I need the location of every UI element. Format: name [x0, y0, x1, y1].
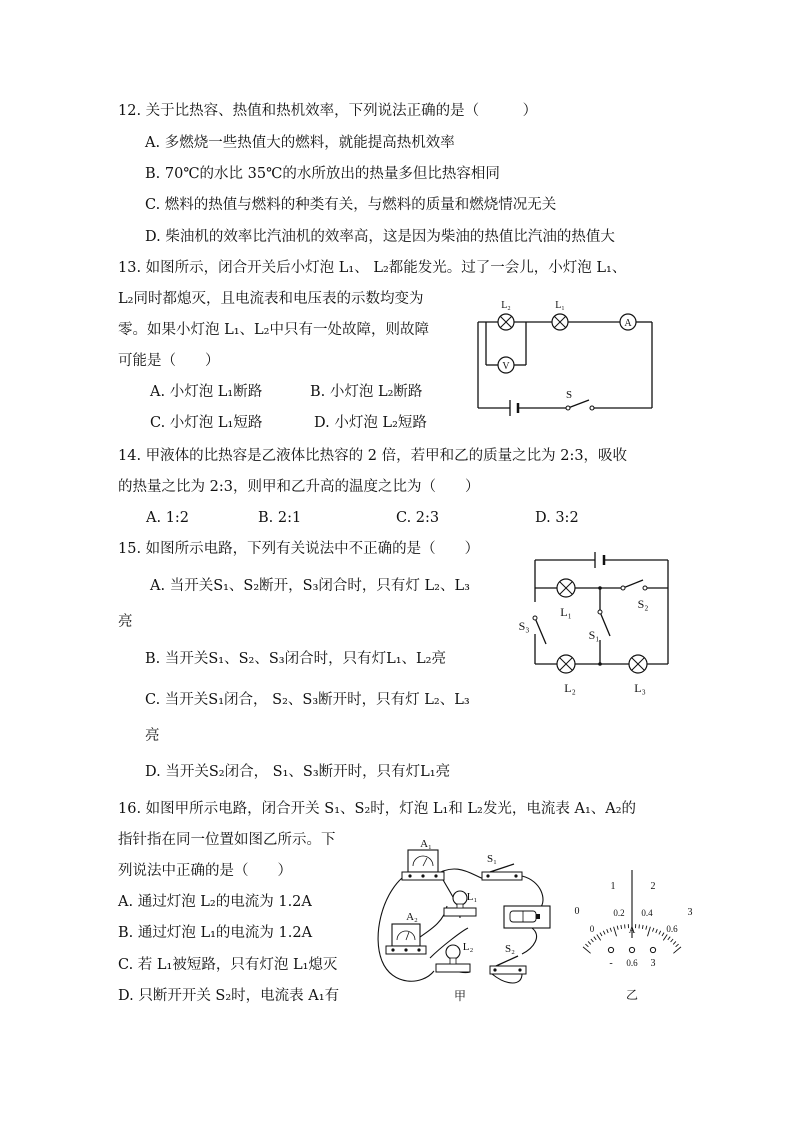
lamp-l2-icon — [557, 655, 575, 673]
l3-label: L₃ — [634, 681, 646, 695]
terminal-label: 0.6 — [626, 958, 638, 968]
outer-tick-label: 0 — [574, 906, 580, 917]
dial-tick — [648, 927, 651, 937]
dial-tick — [656, 929, 658, 933]
outer-tick-label: 2 — [650, 881, 656, 892]
q16-option-a: A. 通过灯泡 L₂的电流为 1.2A — [118, 894, 312, 910]
q15-option-c-line2: 亮 — [145, 728, 160, 744]
dial-tick — [659, 931, 661, 935]
a1-label: A₁ — [420, 838, 432, 850]
dial-tick — [585, 944, 588, 947]
terminal-label: 3 — [650, 958, 656, 969]
a2-label: A₂ — [406, 911, 418, 923]
dial-tick — [594, 937, 596, 940]
q16-figure-jia — [372, 836, 572, 1006]
q16-stem-line3: 列说法中正确的是（ ） — [118, 863, 292, 879]
dial-tick — [603, 931, 605, 935]
l1-label: L₁ — [560, 605, 572, 619]
switch-label: S — [565, 389, 573, 401]
q12-option-c: C. 燃料的热值与燃料的种类有关，与燃料的质量和燃烧情况无关 — [145, 197, 557, 213]
q13-option-b: B. 小灯泡 L₂断路 — [310, 384, 423, 400]
lamp-l1-icon — [557, 579, 575, 597]
terminal-label: - — [609, 958, 613, 969]
dial-tick — [588, 941, 591, 944]
q16-stem-line1: 16. 如图甲所示电路，闭合开关 S₁、S₂时，灯泡 L₁和 L₂发光，电流表 A₁、A₂的 — [118, 801, 637, 817]
q12-option-b: B. 70℃的水比 35℃的水所放出的热量多但比热容相同 — [145, 166, 500, 182]
unit-label: A — [628, 925, 636, 935]
q15-option-a-line1: A. 当开关S₁、S₂断开，S₃闭合时，只有灯 L₂、L₃ — [150, 578, 470, 594]
dial-tick — [583, 947, 591, 953]
dial-tick — [668, 937, 670, 940]
dial-tick — [600, 933, 602, 936]
dial-tick — [653, 928, 654, 932]
q13-option-d: D. 小灯泡 L₂短路 — [314, 415, 427, 431]
dial-tick — [646, 926, 647, 930]
q13-circuit-diagram — [470, 290, 660, 420]
q15-option-b: B. 当开关S₁、S₂、S₃闭合时，只有灯L₁、L₂亮 — [145, 651, 446, 667]
outer-tick-label: 1 — [610, 881, 616, 892]
dial-tick — [662, 933, 664, 936]
l2-label: L₂ — [462, 941, 474, 953]
outer-tick-label: 3 — [687, 907, 693, 918]
dial-tick — [663, 935, 667, 941]
dial-tick — [597, 935, 601, 941]
dial-tick — [617, 926, 618, 930]
s2-label: S₂ — [505, 943, 515, 955]
q13-option-a: A. 小灯泡 L₁断路 — [150, 384, 263, 400]
dial-tick — [621, 925, 622, 929]
q15-option-a-line2: 亮 — [118, 614, 133, 630]
q15-option-c-line1: C. 当开关S₁闭合， S₂、S₃断开时，只有灯 L₂、L₃ — [145, 692, 470, 708]
inner-tick-label: 0.6 — [666, 924, 678, 934]
l1-label: L₁ — [555, 300, 565, 311]
lamp-l3-icon — [629, 655, 647, 673]
lamp-l2-icon — [498, 314, 514, 330]
dial-tick — [642, 925, 643, 929]
terminal-icon — [629, 947, 634, 952]
dial-tick — [610, 928, 611, 932]
s3-label: S₃ — [518, 619, 530, 633]
q13-stem-line2: L₂同时都熄灭，且电流表和电压表的示数均变为 — [118, 291, 424, 307]
s1-label: S₁ — [487, 853, 497, 865]
ammeter-a1-icon — [402, 850, 444, 880]
q13-stem-line1: 13. 如图所示，闭合开关后小灯泡 L₁、 L₂都能发光。过了一会儿，小灯泡 L₁、 — [118, 260, 627, 276]
q15-stem: 15. 如图所示电路，下列有关说法中不正确的是（ ） — [118, 541, 480, 557]
caption-yi: 乙 — [625, 988, 639, 1002]
q16-option-d: D. 只断开开关 S₂时，电流表 A₁有 — [118, 988, 340, 1004]
dial-tick — [671, 939, 674, 942]
q15-option-d: D. 当开关S₂闭合， S₁、S₃断开时，只有灯L₁亮 — [145, 764, 451, 780]
q14-option-d: D. 3:2 — [535, 510, 579, 526]
q16-figure-yi — [565, 868, 700, 1003]
q14-option-b: B. 2:1 — [258, 510, 302, 526]
s2-label: S₂ — [637, 597, 649, 611]
dial-tick — [673, 941, 676, 944]
q15-circuit-diagram — [510, 542, 680, 702]
l1-label: L₁ — [466, 891, 478, 903]
q12-option-d: D. 柴油机的效率比汽油机的效率高，这是因为柴油的热值比汽油的热值大 — [145, 229, 615, 245]
dial-tick — [614, 927, 617, 937]
terminal-icon — [650, 947, 655, 952]
q16-option-c: C. 若 L₁被短路，只有灯泡 L₁熄灭 — [118, 957, 338, 973]
s1-label: S₁ — [588, 628, 600, 642]
dial-tick — [607, 929, 609, 933]
q14-stem-line1: 14. 甲液体的比热容是乙液体比热容的 2 倍，若甲和乙的质量之比为 2:3，吸收 — [118, 448, 628, 464]
ammeter-label: A — [624, 318, 632, 329]
inner-tick-label: 0.2 — [613, 908, 625, 918]
q14-option-c: C. 2:3 — [396, 510, 440, 526]
l2-label: L₂ — [564, 681, 576, 695]
q13-option-c: C. 小灯泡 L₁短路 — [150, 415, 263, 431]
terminal-icon — [608, 947, 613, 952]
battery-icon — [504, 906, 550, 928]
inner-tick-label: 0 — [589, 924, 595, 934]
ammeter-a2-icon — [386, 924, 426, 954]
lamp-l1-icon — [552, 314, 568, 330]
q13-stem-line3: 零。如果小灯泡 L₁、L₂中只有一处故障，则故障 — [118, 322, 429, 338]
switch-s2-icon — [490, 956, 526, 974]
dial-tick — [676, 944, 679, 947]
voltmeter-label: V — [502, 361, 510, 372]
caption-jia: 甲 — [453, 989, 467, 1003]
q14-option-a: A. 1:2 — [146, 510, 190, 526]
q14-stem-line2: 的热量之比为 2:3，则甲和乙升高的温度之比为（ ） — [118, 479, 480, 495]
l2-label: L₂ — [501, 300, 511, 311]
inner-tick-label: 0.4 — [641, 908, 653, 918]
q12-stem: 12. 关于比热容、热值和热机效率，下列说法正确的是（ ） — [118, 103, 538, 119]
q16-stem-line2: 指针指在同一位置如图乙所示。下 — [118, 832, 336, 848]
dial-tick — [673, 947, 681, 953]
q12-option-a: A. 多燃烧一些热值大的燃料，就能提高热机效率 — [145, 135, 455, 151]
q13-stem-line4: 可能是（ ） — [118, 353, 220, 369]
dial-tick — [591, 939, 594, 942]
switch-s1-icon — [482, 864, 522, 880]
q16-option-b: B. 通过灯泡 L₁的电流为 1.2A — [118, 925, 313, 941]
